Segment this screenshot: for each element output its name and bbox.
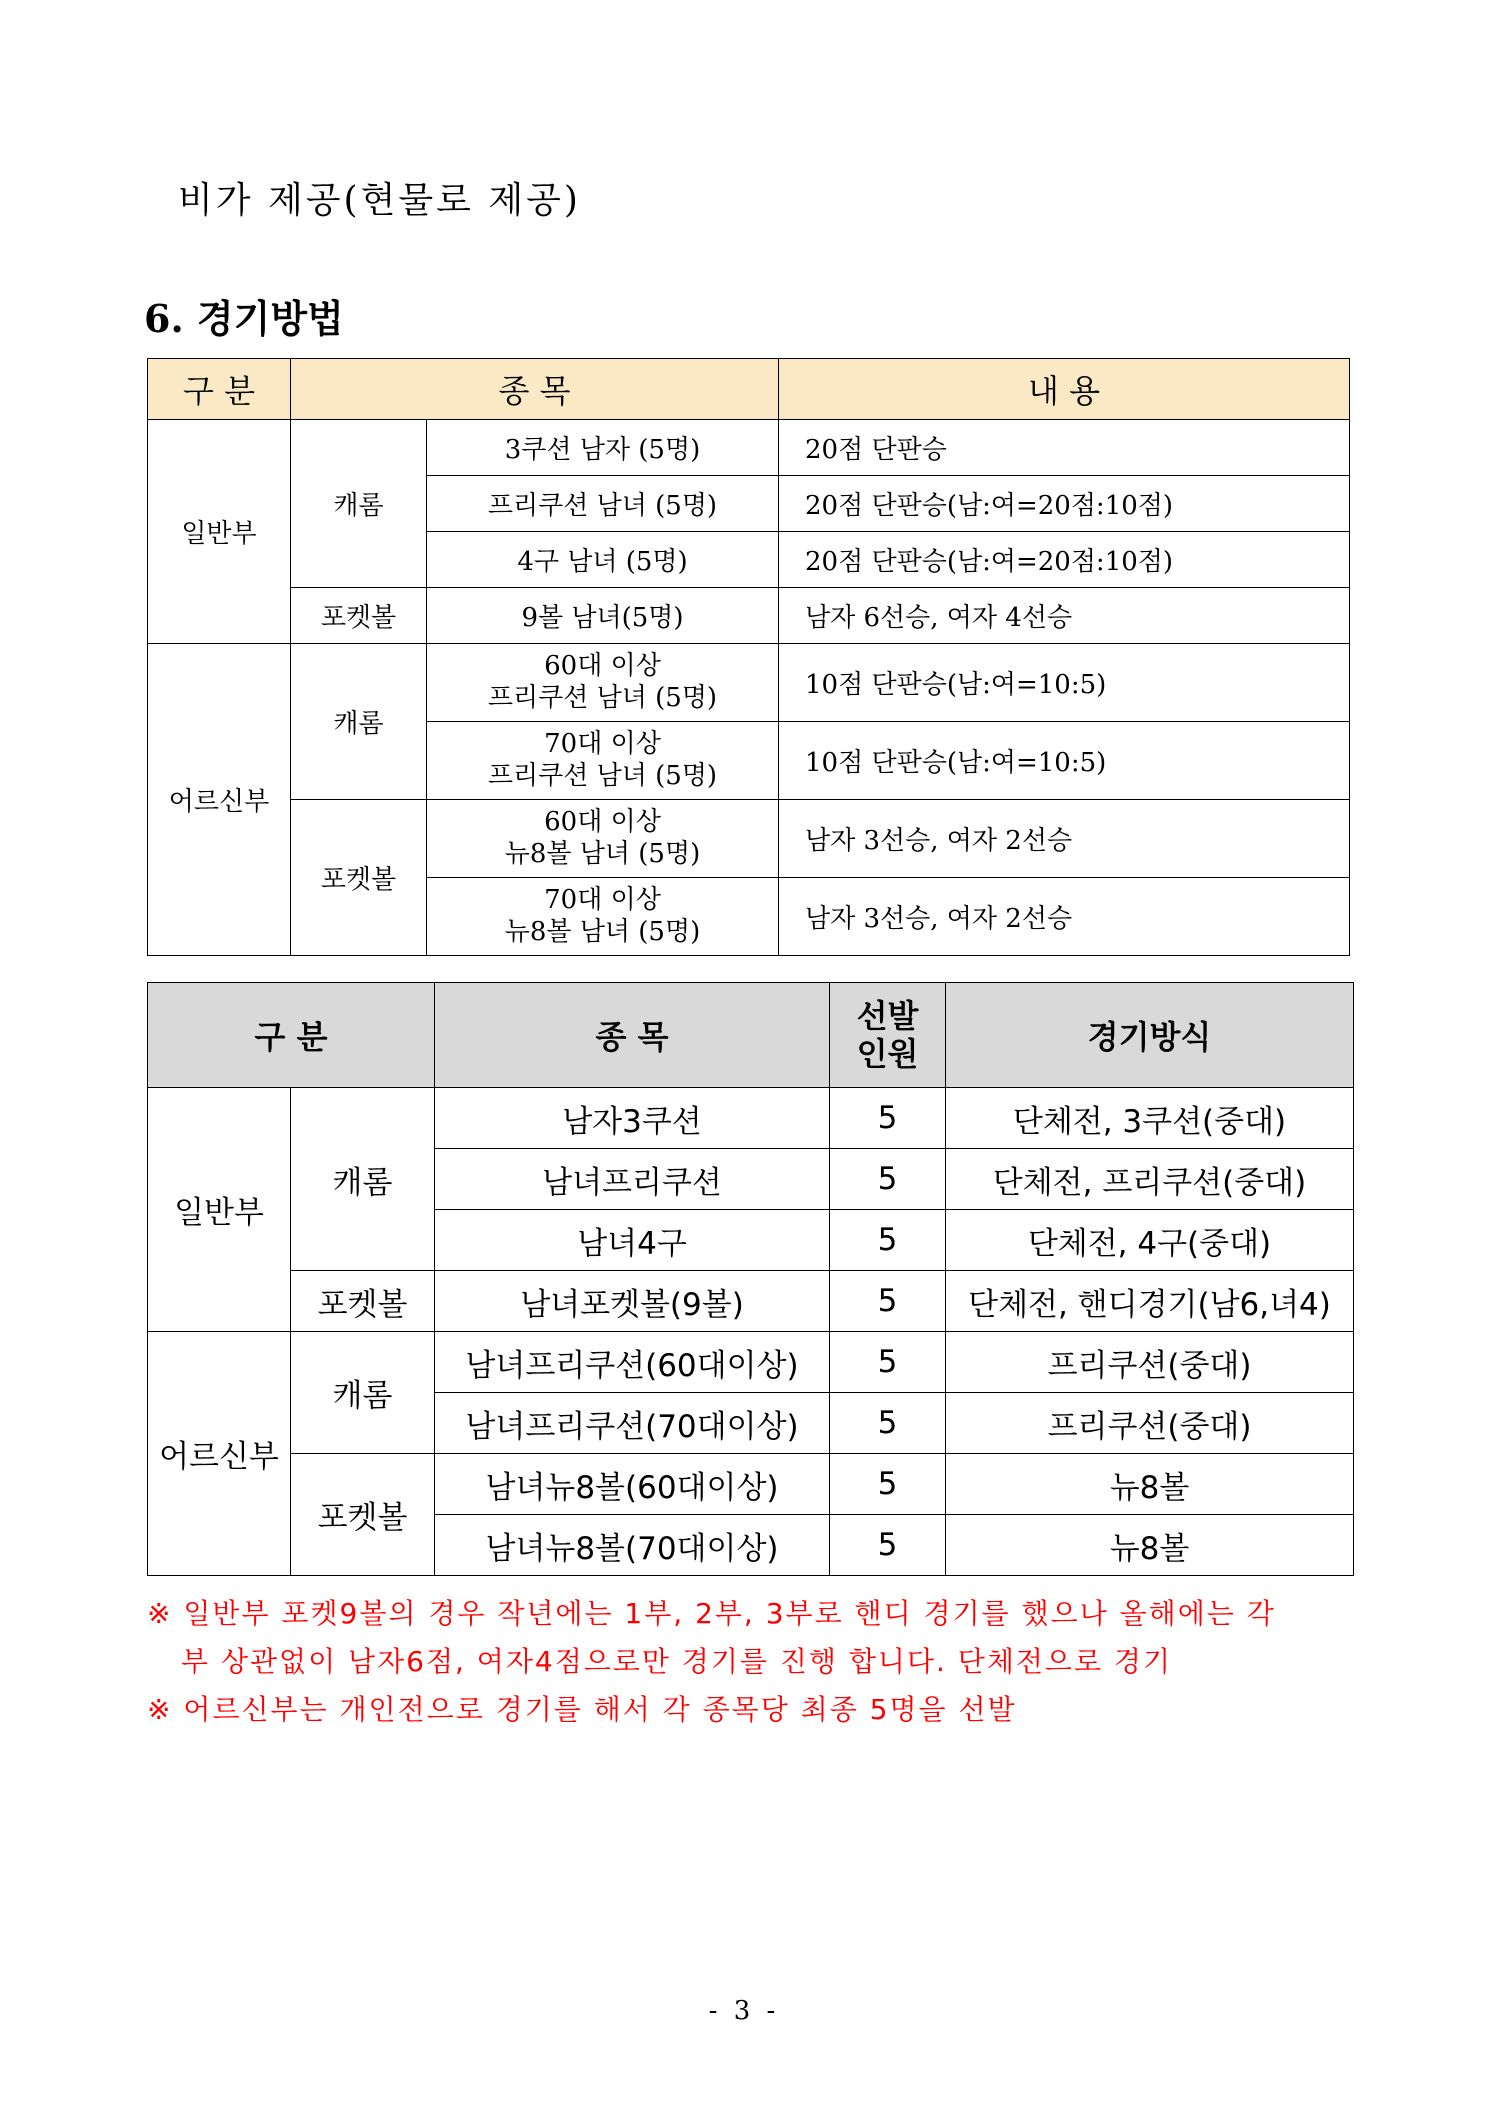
content-cell: 10점 단판승(남:여=10:5) <box>779 644 1350 722</box>
item-line-2: 프리쿠션 남녀 (5명) <box>487 682 718 713</box>
sub-carom: 캐롬 <box>291 1332 435 1454</box>
item-line-1: 60대 이상 <box>544 807 661 838</box>
game-method-table <box>147 358 1350 956</box>
item-cell: 9볼 남녀(5명) <box>427 588 779 644</box>
item-cell <box>427 800 779 878</box>
content-cell: 20점 단판승 <box>779 420 1350 476</box>
item-cell: 4구 남녀 (5명) <box>427 532 779 588</box>
section-heading: 6. 경기방법 <box>144 296 344 341</box>
method-cell: 프리쿠션(중대) <box>946 1393 1354 1454</box>
selection-table <box>147 982 1354 1576</box>
table-row <box>148 420 1350 476</box>
sub-pocket: 포켓볼 <box>291 588 427 644</box>
table-row <box>148 1454 1354 1515</box>
group-general: 일반부 <box>148 420 291 644</box>
method-cell: 단체전, 핸디경기(남6,녀4) <box>946 1271 1354 1332</box>
group-general: 일반부 <box>148 1088 291 1332</box>
header-category: 구 분 <box>148 359 291 420</box>
item-line-1: 60대 이상 <box>544 651 661 682</box>
content-cell: 20점 단판승(남:여=20점:10점) <box>779 476 1350 532</box>
method-cell: 단체전, 3쿠션(중대) <box>946 1088 1354 1149</box>
item-line-2: 뉴8볼 남녀 (5명) <box>504 916 701 947</box>
header-item: 종 목 <box>291 359 779 420</box>
content-cell: 남자 6선승, 여자 4선승 <box>779 588 1350 644</box>
header-item: 종 목 <box>435 983 830 1088</box>
item-line-1: 70대 이상 <box>544 729 661 760</box>
sub-carom: 캐롬 <box>291 1088 435 1271</box>
count-cell: 5 <box>830 1271 946 1332</box>
table-row <box>148 588 1350 644</box>
count-cell: 5 <box>830 1393 946 1454</box>
method-cell: 뉴8볼 <box>946 1454 1354 1515</box>
item-line-1: 70대 이상 <box>544 885 661 916</box>
notes-block <box>147 1590 1367 1734</box>
item-cell: 남녀뉴8볼(60대이상) <box>435 1454 830 1515</box>
count-cell: 5 <box>830 1515 946 1576</box>
sub-pocket: 포켓볼 <box>291 1271 435 1332</box>
count-cell: 5 <box>830 1332 946 1393</box>
sub-carom: 캐롬 <box>291 644 427 800</box>
item-cell: 남녀프리쿠션 <box>435 1149 830 1210</box>
table-row <box>148 1332 1354 1393</box>
item-cell: 프리쿠션 남녀 (5명) <box>427 476 779 532</box>
table-row <box>148 1088 1354 1149</box>
item-cell <box>427 878 779 956</box>
header-method: 경기방식 <box>946 983 1354 1088</box>
header-count-line-2: 인원 <box>856 1035 919 1073</box>
item-cell: 남녀프리쿠션(70대이상) <box>435 1393 830 1454</box>
note-2: ※ 어르신부는 개인전으로 경기를 해서 각 종목당 최종 5명을 선발 <box>147 1693 1017 1726</box>
header-count-line-1: 선발 <box>856 996 919 1035</box>
item-line-2: 프리쿠션 남녀 (5명) <box>487 760 718 791</box>
content-cell: 남자 3선승, 여자 2선승 <box>779 800 1350 878</box>
sub-pocket: 포켓볼 <box>291 1454 435 1576</box>
continued-text: 비가 제공(현물로 제공) <box>178 180 581 221</box>
method-cell: 단체전, 4구(중대) <box>946 1210 1354 1271</box>
table-header-row <box>148 983 1354 1088</box>
method-cell: 뉴8볼 <box>946 1515 1354 1576</box>
item-cell: 남녀포켓볼(9볼) <box>435 1271 830 1332</box>
item-line-2: 뉴8볼 남녀 (5명) <box>504 838 701 869</box>
item-cell: 남녀프리쿠션(60대이상) <box>435 1332 830 1393</box>
item-cell: 남녀4구 <box>435 1210 830 1271</box>
count-cell: 5 <box>830 1454 946 1515</box>
content-cell: 20점 단판승(남:여=20점:10점) <box>779 532 1350 588</box>
item-cell: 남녀뉴8볼(70대이상) <box>435 1515 830 1576</box>
group-senior: 어르신부 <box>148 644 291 956</box>
count-cell: 5 <box>830 1088 946 1149</box>
sub-carom: 캐롬 <box>291 420 427 588</box>
method-cell: 단체전, 프리쿠션(중대) <box>946 1149 1354 1210</box>
item-cell <box>427 644 779 722</box>
method-cell: 프리쿠션(중대) <box>946 1332 1354 1393</box>
note-1-line-2: 부 상관없이 남자6점, 여자4점으로만 경기를 진행 합니다. 단체전으로 경기 <box>181 1645 1173 1678</box>
content-cell: 남자 3선승, 여자 2선승 <box>779 878 1350 956</box>
table-row <box>148 800 1350 878</box>
page-number: - 3 - <box>708 1996 780 2026</box>
group-senior: 어르신부 <box>148 1332 291 1576</box>
count-cell: 5 <box>830 1149 946 1210</box>
count-cell: 5 <box>830 1210 946 1271</box>
table-row <box>148 1271 1354 1332</box>
header-count <box>830 983 946 1088</box>
sub-pocket: 포켓볼 <box>291 800 427 956</box>
item-cell: 3쿠션 남자 (5명) <box>427 420 779 476</box>
content-cell: 10점 단판승(남:여=10:5) <box>779 722 1350 800</box>
item-cell <box>427 722 779 800</box>
item-cell: 남자3쿠션 <box>435 1088 830 1149</box>
header-content: 내 용 <box>779 359 1350 420</box>
note-1-line-1: ※ 일반부 포켓9볼의 경우 작년에는 1부, 2부, 3부로 핸디 경기를 했으나 올해에는 각 <box>147 1597 1276 1630</box>
table-header-row <box>148 359 1350 420</box>
table-row <box>148 644 1350 722</box>
header-category: 구 분 <box>148 983 435 1088</box>
